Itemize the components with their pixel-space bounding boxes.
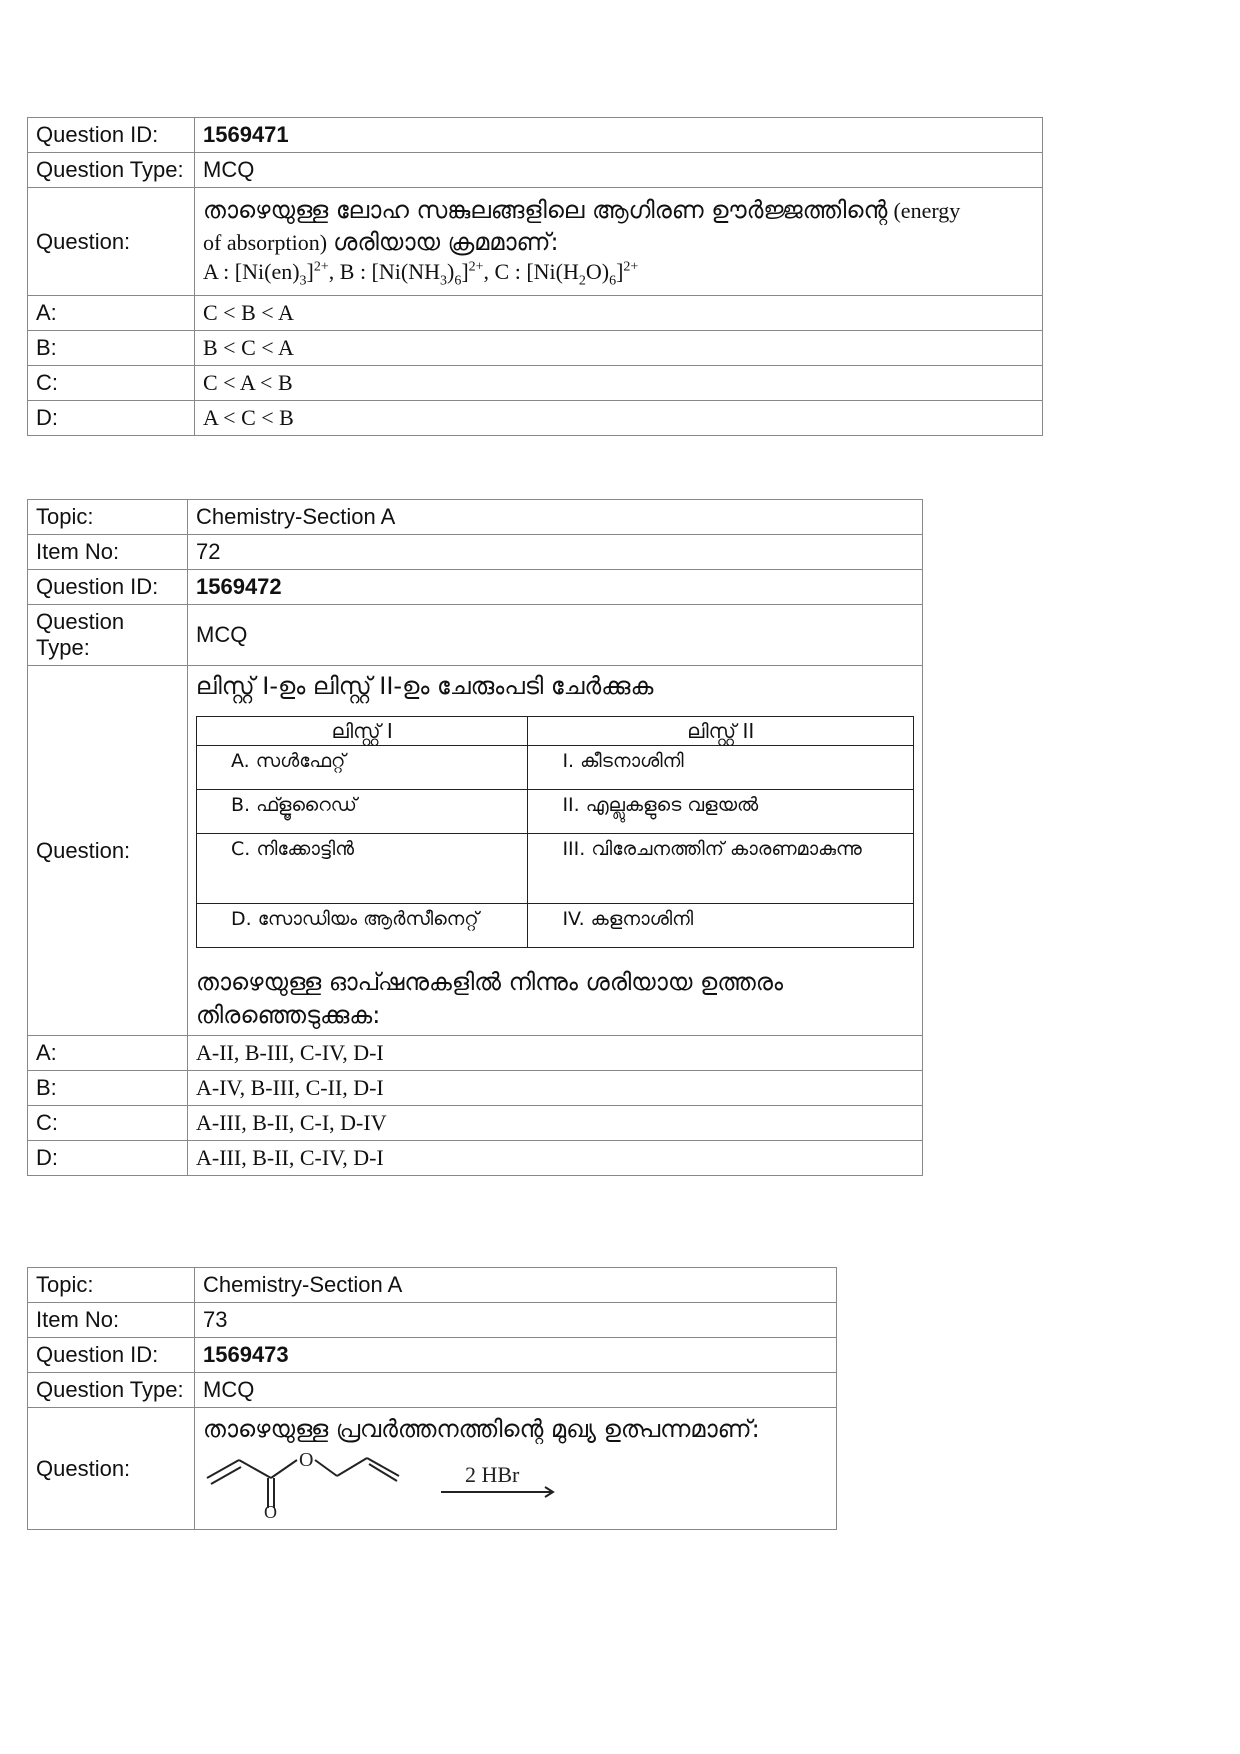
option-d-label: D: xyxy=(28,1141,188,1176)
option-b-value: B < C < A xyxy=(195,331,1043,366)
question-id-label: Question ID: xyxy=(28,1338,195,1373)
list2-header: ലിസ്റ്റ് II xyxy=(528,717,914,746)
question-id-label: Question ID: xyxy=(28,118,195,153)
question-label: Question: xyxy=(28,666,188,1036)
question-text-en1: (energy xyxy=(893,197,961,223)
option-a-row xyxy=(28,1036,923,1071)
question-id-row xyxy=(28,118,1043,153)
option-b-row xyxy=(28,331,1043,366)
item-no-label: Item No: xyxy=(28,535,188,570)
list1-header: ലിസ്റ്റ് I xyxy=(197,717,528,746)
list2-item: I. കീടനാശിനി xyxy=(528,746,914,790)
question-type-value: MCQ xyxy=(195,1373,837,1408)
question-body xyxy=(188,666,923,1036)
question-card-1569472 xyxy=(27,499,923,1176)
list1-item: D. സോഡിയം ആർസീനെറ്റ് xyxy=(197,904,528,948)
option-b-label: B: xyxy=(28,1071,188,1106)
question-outro: താഴെയുള്ള ഓപ്ഷനുകളിൽ നിന്നും ശരിയായ ഉത്തരം തിരഞ്ഞെടുക്കുക: xyxy=(196,968,784,1029)
list1-item: C. നിക്കോട്ടിൻ xyxy=(197,834,528,904)
question-type-row xyxy=(28,153,1043,188)
option-d-label: D: xyxy=(28,401,195,436)
list1-item: B. ഫ്ളൂറൈഡ് xyxy=(197,790,528,834)
topic-label: Topic: xyxy=(28,500,188,535)
carbonyl-oxygen: O xyxy=(264,1501,277,1518)
option-d-row xyxy=(28,401,1043,436)
ring-oxygen: O xyxy=(299,1448,314,1471)
option-d-value: A < C < B xyxy=(195,401,1043,436)
question-type-row xyxy=(28,1373,837,1408)
option-c-label: C: xyxy=(28,366,195,401)
option-c-row xyxy=(28,1106,923,1141)
item-no-value: 72 xyxy=(188,535,923,570)
question-type-value: MCQ xyxy=(195,153,1043,188)
option-a-label: A: xyxy=(28,296,195,331)
question-type-label: Question Type: xyxy=(28,1373,195,1408)
question-id-row xyxy=(28,570,923,605)
question-text-en2: of absorption) xyxy=(203,230,328,256)
list2-item: II. എല്ലുകളുടെ വളയൽ xyxy=(528,790,914,834)
question-id-value: 1569473 xyxy=(195,1338,837,1373)
question-row xyxy=(28,1408,837,1530)
question-id-value: 1569471 xyxy=(195,118,1043,153)
question-card-1569471 xyxy=(27,117,1043,436)
option-c-value: C < A < B xyxy=(195,366,1043,401)
topic-label: Topic: xyxy=(28,1268,195,1303)
option-b-label: B: xyxy=(28,331,195,366)
question-type-row xyxy=(28,605,923,666)
question-body xyxy=(195,1408,837,1530)
question-card-1569473 xyxy=(27,1267,837,1530)
option-d-row xyxy=(28,1141,923,1176)
list2-item: IV. കളനാശിനി xyxy=(528,904,914,948)
item-no-row xyxy=(28,535,923,570)
topic-value: Chemistry-Section A xyxy=(195,1268,837,1303)
option-b-row xyxy=(28,1071,923,1106)
question-id-label: Question ID: xyxy=(28,570,188,605)
option-a-value: A-II, B-III, C-IV, D-I xyxy=(188,1036,923,1071)
question-type-label: Question Type: xyxy=(28,605,188,666)
option-c-value: A-III, B-II, C-I, D-IV xyxy=(188,1106,923,1141)
question-label: Question: xyxy=(28,188,195,296)
allyl-acrylate-structure xyxy=(203,1446,563,1518)
question-body xyxy=(195,188,1043,296)
option-a-value: C < B < A xyxy=(195,296,1043,331)
topic-row xyxy=(28,500,923,535)
question-label: Question: xyxy=(28,1408,195,1530)
question-type-label: Question Type: xyxy=(28,153,195,188)
question-intro: ലിസ്റ്റ് I-ഉം ലിസ്റ്റ് II-ഉം ചേരുംപടി ചേർക്കുക xyxy=(196,672,654,700)
question-text: താഴെയുള്ള പ്രവർത്തനത്തിന്റെ മുഖ്യ ഉത്പന്നമാണ്: xyxy=(203,1415,760,1444)
question-row xyxy=(28,188,1043,296)
reagent-label: 2 HBr xyxy=(465,1461,520,1487)
complex-formulas: A : $[Ni(en)_3]^{2+}$, B : $[Ni(NH_3)_6]^{2+}$, C : $[Ni(H_2O)_6]^{2+}$ xyxy=(203,258,639,289)
question-type-value: MCQ xyxy=(188,605,923,666)
option-c-label: C: xyxy=(28,1106,188,1141)
option-c-row xyxy=(28,366,1043,401)
question-id-value: 1569472 xyxy=(188,570,923,605)
question-row xyxy=(28,666,923,1036)
match-table xyxy=(196,716,914,948)
item-no-label: Item No: xyxy=(28,1303,195,1338)
topic-row xyxy=(28,1268,837,1303)
topic-value: Chemistry-Section A xyxy=(188,500,923,535)
option-a-row xyxy=(28,296,1043,331)
question-text-ml: താഴെയുള്ള ലോഹ സങ്കുലങ്ങളിലെ ആഗിരണ ഊർജ്ജത്തിന്റെ xyxy=(203,195,888,224)
option-b-value: A-IV, B-III, C-II, D-I xyxy=(188,1071,923,1106)
list1-item: A. സൾഫേറ്റ് xyxy=(197,746,528,790)
question-text-ml2: ശരിയായ ക്രമമാണ്: xyxy=(333,228,559,257)
option-a-label: A: xyxy=(28,1036,188,1071)
item-no-value: 73 xyxy=(195,1303,837,1338)
option-d-value: A-III, B-II, C-IV, D-I xyxy=(188,1141,923,1176)
item-no-row xyxy=(28,1303,837,1338)
question-id-row xyxy=(28,1338,837,1373)
list2-item: III. വിരേചനത്തിന് കാരണമാകുന്നു xyxy=(528,834,914,904)
